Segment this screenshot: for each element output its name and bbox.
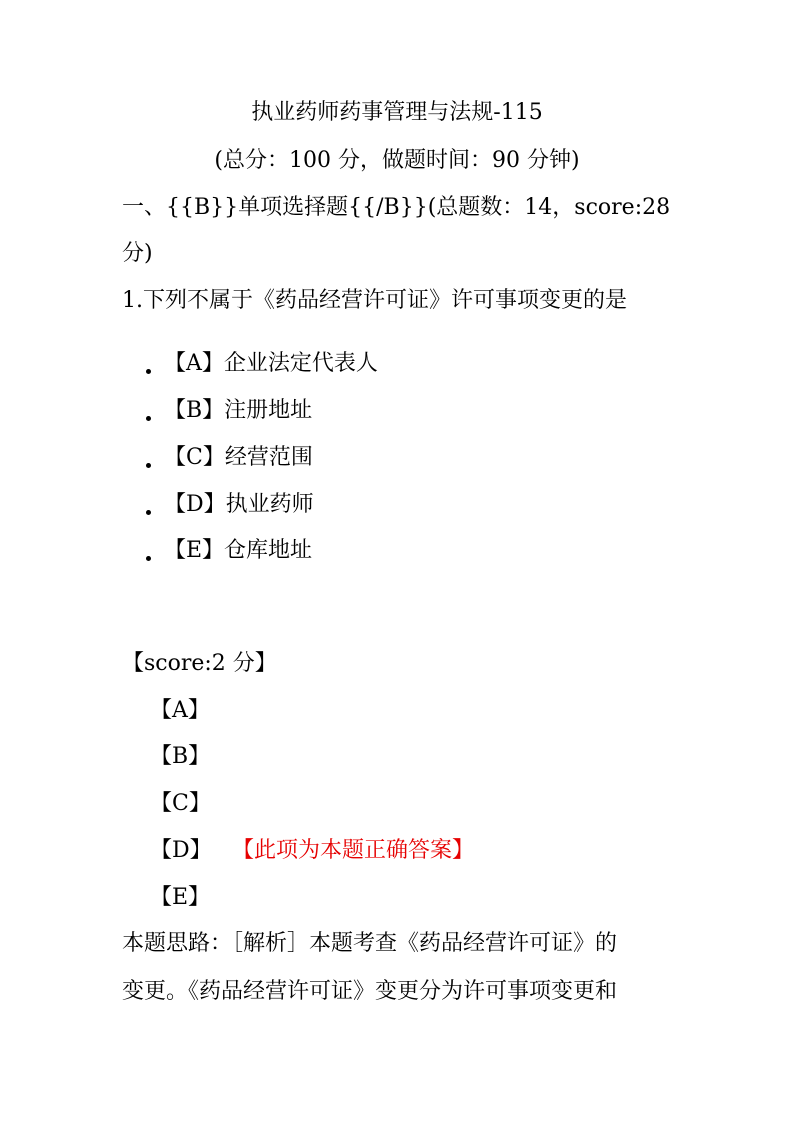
answer-item: 【B】 [150,744,211,769]
option-text: 【C】经营范围 [164,445,313,470]
answer-item: 【E】 [150,885,211,910]
answer-item: 【D】 [150,838,212,863]
answer-item: 【A】 [150,698,210,723]
section-heading-continued: 分) [122,241,153,266]
answer-item: 【C】 [150,791,211,816]
option-text: 【B】注册地址 [164,398,313,423]
analysis-text-continued: 变更。《药品经营许可证》变更分为许可事项变更和 [122,979,618,1004]
section-heading: 一、{{B}}单项选择题{{/B}}(总题数：14，score:28 [122,195,671,220]
score-label: 【score:2 分】 [122,651,277,676]
option-text: 【E】仓库地址 [164,538,313,563]
bullet-icon [146,556,151,561]
correct-answer-mark: 【此项为本题正确答案】 [232,838,475,863]
option-text: 【A】企业法定代表人 [164,351,378,376]
exam-title: 执业药师药事管理与法规-115 [251,100,543,125]
bullet-icon [146,416,151,421]
analysis-text: 本题思路：［解析］本题考查《药品经营许可证》的 [122,931,618,956]
bullet-icon [146,463,151,468]
exam-subtitle: (总分：100 分，做题时间：90 分钟) [214,148,580,173]
bullet-icon [146,369,151,374]
option-text: 【D】执业药师 [164,492,314,517]
question-stem: 1.下列不属于《药品经营许可证》许可事项变更的是 [122,288,627,313]
bullet-icon [146,510,151,515]
